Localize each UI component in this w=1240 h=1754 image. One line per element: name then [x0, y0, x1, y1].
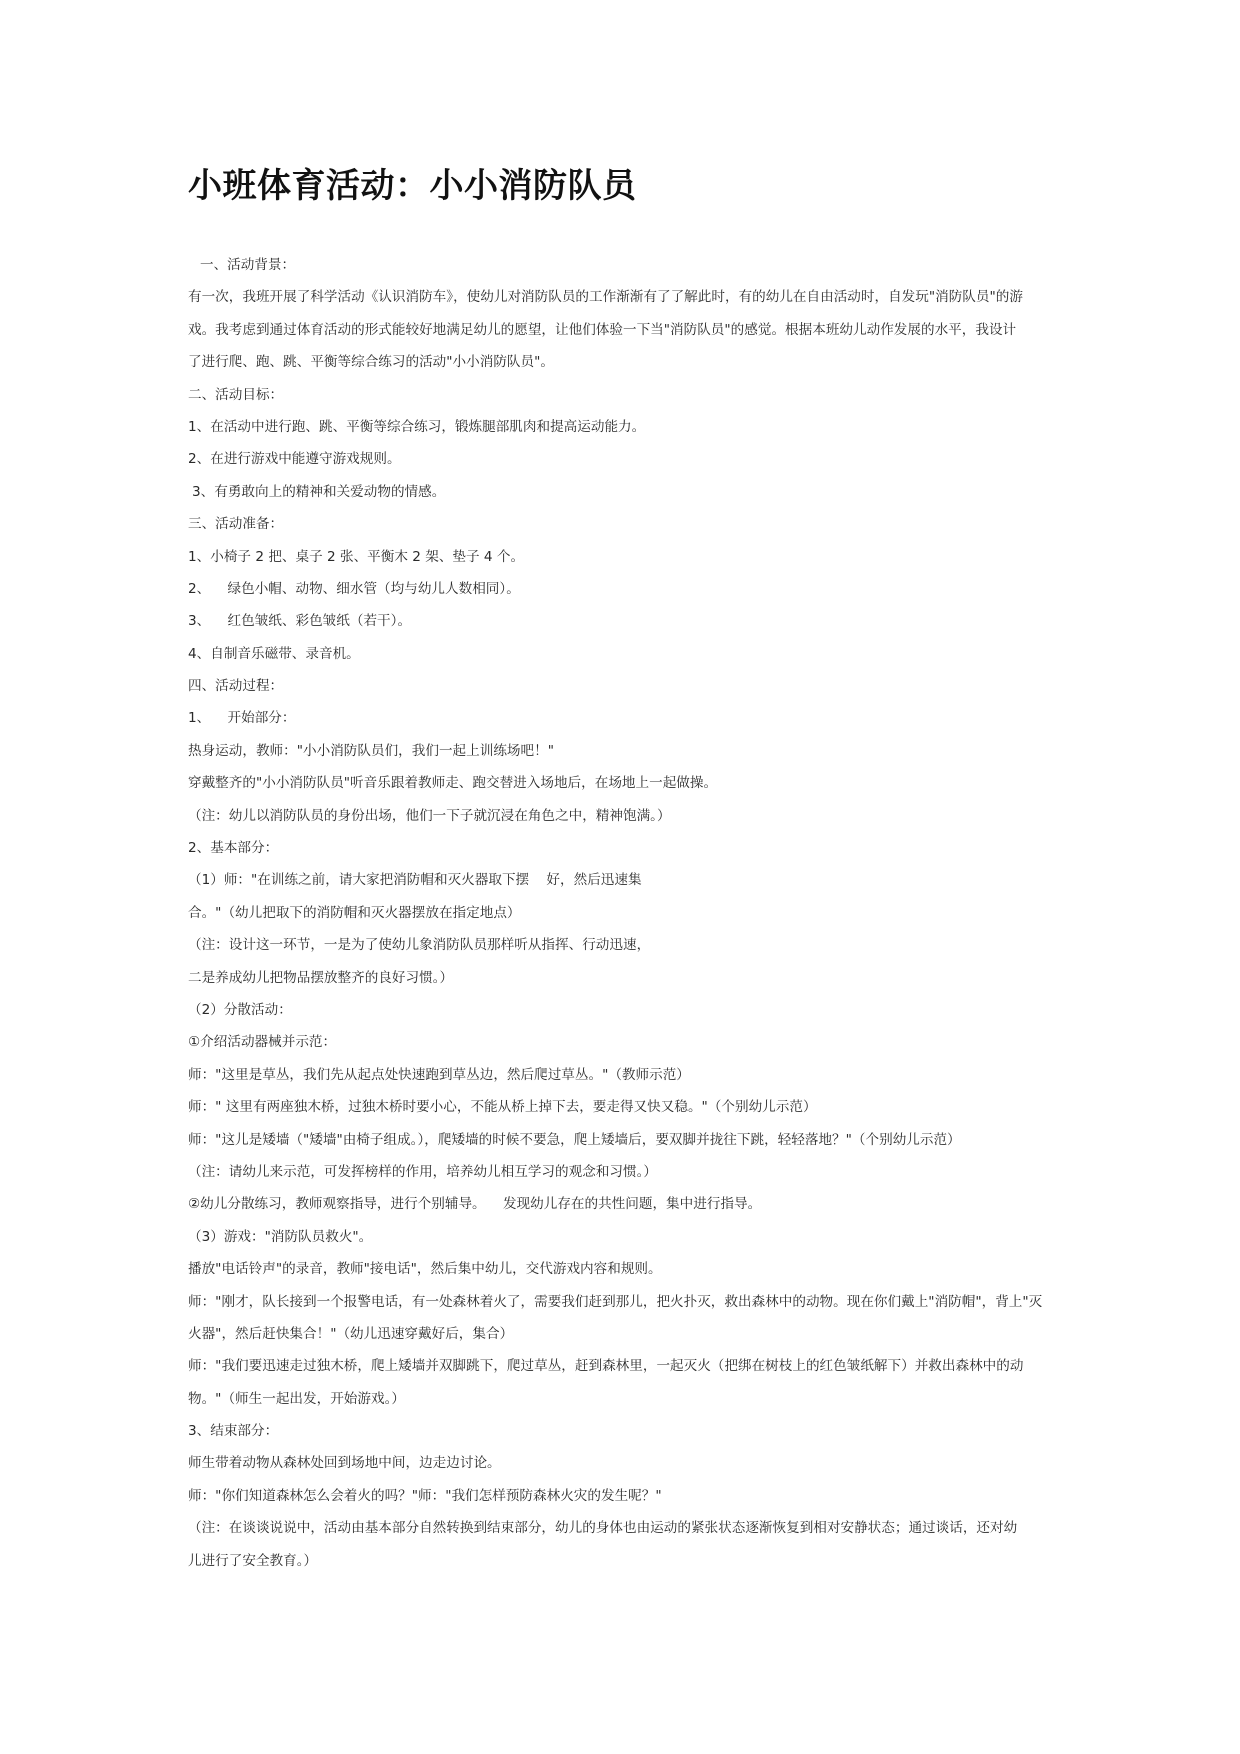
paragraph-line: 播放"电话铃声"的录音，教师"接电话"，然后集中幼儿，交代游戏内容和规则。: [188, 1261, 662, 1278]
list-item: 3、 红色皱纸、彩色皱纸（若干）。: [188, 613, 412, 630]
paragraph-line: （3）游戏："消防队员救火"。: [188, 1228, 373, 1245]
paragraph-line: 师生带着动物从森林处回到场地中间，边走边讨论。: [188, 1455, 501, 1472]
list-item: 4、自制音乐磁带、录音机。: [188, 645, 360, 662]
note-line: （注：请幼儿来示范，可发挥榜样的作用，培养幼儿相互学习的观念和习惯。）: [188, 1163, 657, 1180]
paragraph-line: （1）师："在训练之前，请大家把消防帽和灭火器取下摆 好，然后迅速集: [188, 872, 642, 889]
paragraph-line: （2）分散活动：: [188, 1001, 292, 1018]
list-item: 3、结束部分：: [188, 1423, 279, 1440]
paragraph-line: 师："这里是草丛，我们先从起点处快速跑到草丛边，然后爬过草丛。"（教师示范）: [188, 1066, 690, 1083]
paragraph-line: 师：" 这里有两座独木桥，过独木桥时要小心，不能从桥上掉下去，要走得又快又稳。"（个别幼儿示范）: [188, 1099, 817, 1116]
paragraph-line: 师："这儿是矮墙（"矮墙"由椅子组成。），爬矮墙的时候不要急，爬上矮墙后，要双脚并拢往下跳，轻轻落地？"（个别幼儿示范）: [188, 1131, 961, 1148]
paragraph-line: 热身运动，教师："小小消防队员们，我们一起上训练场吧！": [188, 742, 554, 759]
section-heading-preparation: 三、活动准备：: [188, 516, 284, 533]
paragraph-line: 物。"（师生一起出发，开始游戏。）: [188, 1390, 405, 1407]
list-item: 2、 绿色小帽、动物、细水管（均与幼儿人数相同）。: [188, 580, 520, 597]
paragraph-line: 师："我们要迅速走过独木桥，爬上矮墙并双脚跳下，爬过草丛，赶到森林里，一起灭火（把绑在树枝上的红色皱纸解下）并救出森林中的动: [188, 1358, 1024, 1375]
list-item: 1、 开始部分：: [188, 710, 296, 727]
paragraph-line: 合。"（幼儿把取下的消防帽和灭火器摆放在指定地点）: [188, 904, 521, 921]
section-heading-goals: 二、活动目标：: [188, 386, 284, 403]
section-heading-background: 一、活动背景：: [200, 257, 296, 273]
section-heading-process: 四、活动过程：: [188, 678, 284, 695]
note-line: （注：设计这一环节，一是为了使幼儿象消防队员那样听从指挥、行动迅速，: [188, 937, 651, 954]
note-line: （注：幼儿以消防队员的身份出场，他们一下子就沉浸在角色之中，精神饱满。）: [188, 807, 671, 824]
paragraph-line: 有一次，我班开展了科学活动《认识消防车》，使幼儿对消防队员的工作渐渐有了了解此时，有的幼儿在自由活动时，自发玩"消防队员"的游: [188, 289, 1023, 306]
list-item: 1、小椅子 2 把、桌子 2 张、平衡木 2 架、垫子 4 个。: [188, 548, 525, 565]
list-item: 1、在活动中进行跑、跳、平衡等综合练习，锻炼腿部肌肉和提高运动能力。: [188, 418, 646, 435]
list-item: 2、在进行游戏中能遵守游戏规则。: [188, 451, 401, 468]
list-item: 2、基本部分：: [188, 840, 279, 857]
paragraph-line: ②幼儿分散练习，教师观察指导，进行个别辅导。 发现幼儿存在的共性问题，集中进行指导。: [188, 1196, 762, 1213]
document-title: 小班体育活动：小小消防队员: [188, 166, 637, 206]
list-item: 3、有勇敢向上的精神和关爱动物的情感。: [192, 483, 446, 500]
paragraph-line: ①介绍活动器械并示范：: [188, 1034, 337, 1051]
paragraph-line: 穿戴整齐的"小小消防队员"听音乐跟着教师走、跑交替进入场地后，在场地上一起做操。: [188, 775, 718, 792]
paragraph-line: 师："你们知道森林怎么会着火的吗？"师："我们怎样预防森林火灾的发生呢？": [188, 1487, 662, 1504]
paragraph-line: 戏。我考虑到通过体育活动的形式能较好地满足幼儿的愿望，让他们体验一下当"消防队员"的感觉。根据本班幼儿动作发展的水平，我设计: [188, 321, 1017, 338]
document-body: [188, 249, 1056, 1577]
note-line: 二是养成幼儿把物品摆放整齐的良好习惯。）: [188, 969, 454, 986]
paragraph-line: 了进行爬、跑、跳、平衡等综合练习的活动"小小消防队员"。: [188, 354, 554, 371]
paragraph-line: 师："刚才，队长接到一个报警电话，有一处森林着火了，需要我们赶到那儿，把火扑灭，救出森林中的动物。现在你们戴上"消防帽"，背上"灭: [188, 1293, 1043, 1310]
note-line: 儿进行了安全教育。）: [188, 1552, 318, 1569]
note-line: （注：在谈谈说说中，活动由基本部分自然转换到结束部分，幼儿的身体也由运动的紧张状态逐渐恢复到相对安静状态；通过谈话，还对幼: [188, 1520, 1018, 1537]
paragraph-line: 火器"，然后赶快集合！"（幼儿迅速穿戴好后，集合）: [188, 1325, 514, 1342]
